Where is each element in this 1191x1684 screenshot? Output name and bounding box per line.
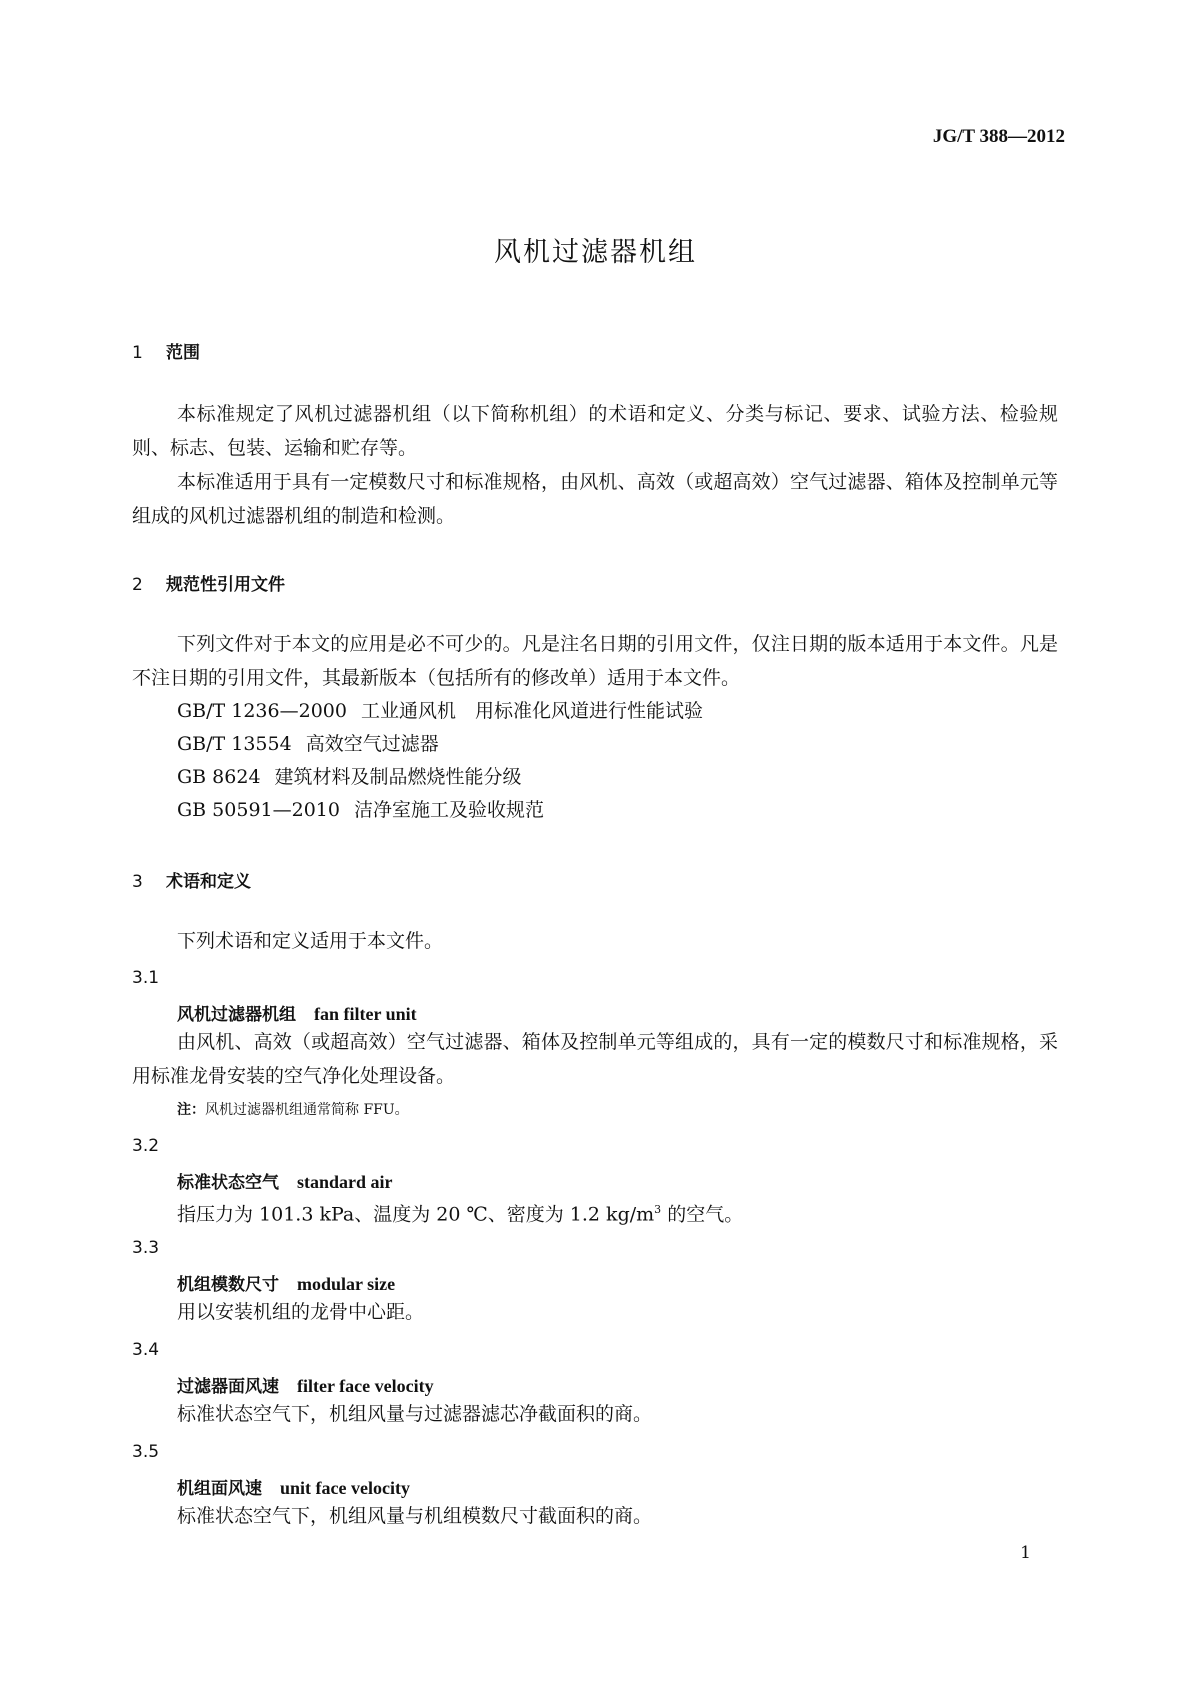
term-definition [132, 1499, 1058, 1533]
term-zh: 风机过滤器机组 [177, 1005, 296, 1025]
section-1-body [132, 397, 1058, 533]
term-definition [132, 1193, 1058, 1231]
term-heading [177, 1168, 393, 1193]
term-heading [177, 1474, 410, 1499]
clause-number: 3.4 [132, 1340, 160, 1360]
term-definition [132, 1295, 1058, 1329]
superscript: 3 [654, 1203, 662, 1216]
term-en: standard air [297, 1172, 393, 1192]
term-en: fan filter unit [314, 1004, 417, 1024]
reference-title: 洁净室施工及验收规范 [353, 799, 544, 821]
paragraph: 本标准适用于具有一定模数尺寸和标准规格，由风机、高效（或超高效）空气过滤器、箱体及控制单元等组成的风机过滤器机组的制造和检测。 [132, 471, 1058, 527]
section-3-intro [132, 924, 1058, 958]
term-en: filter face velocity [297, 1376, 434, 1396]
section-number: 2 [132, 575, 143, 595]
clause-number: 3.1 [132, 968, 160, 988]
term-zh: 过滤器面风速 [177, 1377, 279, 1397]
section-2-body [132, 627, 1058, 827]
definition-text: 由风机、高效（或超高效）空气过滤器、箱体及控制单元等组成的，具有一定的模数尺寸和标准规格，采用标准龙骨安装的空气净化处理设备。 [132, 1031, 1058, 1087]
definition-text [132, 1193, 1058, 1231]
section-2-heading [132, 570, 285, 595]
section-number: 3 [132, 872, 143, 892]
reference-code: GB/T 13554 [177, 733, 292, 755]
section-title: 规范性引用文件 [166, 575, 285, 595]
term-en: modular size [297, 1274, 396, 1294]
standard-number: JG/T 388—2012 [932, 126, 1065, 147]
section-3-heading [132, 867, 251, 892]
document-title: 风机过滤器机组 [494, 237, 697, 268]
section-1-heading [132, 338, 200, 363]
definition-text: 标准状态空气下，机组风量与机组模数尺寸截面积的商。 [177, 1505, 653, 1527]
term-zh: 机组面风速 [177, 1479, 262, 1499]
term-definition [132, 1397, 1058, 1431]
term-heading [177, 1000, 417, 1025]
reference-item [132, 761, 1058, 794]
reference-title: 工业通风机 用标准化风道进行性能试验 [360, 700, 703, 722]
reference-item [132, 695, 1058, 728]
term-note [177, 1099, 409, 1119]
term-zh: 机组模数尺寸 [177, 1275, 279, 1295]
reference-code: GB/T 1236—2000 [177, 700, 347, 722]
definition-text: 标准状态空气下，机组风量与过滤器滤芯净截面积的商。 [177, 1403, 653, 1425]
clause-number: 3.3 [132, 1238, 160, 1258]
reference-title: 高效空气过滤器 [305, 733, 439, 755]
term-heading [177, 1270, 395, 1295]
section-title: 术语和定义 [166, 872, 251, 892]
reference-code: GB 50591—2010 [177, 799, 340, 821]
clause-number: 3.5 [132, 1442, 160, 1462]
reference-item [132, 728, 1058, 761]
term-heading [177, 1372, 434, 1397]
definition-pre: 指压力为 101.3 kPa、温度为 20 ℃、密度为 1.2 kg/m [177, 1203, 655, 1226]
definition-post: 的空气。 [661, 1203, 744, 1226]
section-title: 范围 [166, 343, 200, 363]
definition-text: 用以安装机组的龙骨中心距。 [177, 1301, 425, 1323]
paragraph: 下列术语和定义适用于本文件。 [177, 930, 444, 952]
term-definition [132, 1025, 1058, 1093]
clause-number: 3.2 [132, 1136, 160, 1156]
reference-title: 建筑材料及制品燃烧性能分级 [274, 766, 522, 788]
note-label: 注： [177, 1102, 205, 1118]
term-zh: 标准状态空气 [177, 1173, 279, 1193]
term-en: unit face velocity [280, 1478, 410, 1498]
note-text: 风机过滤器机组通常简称 FFU。 [205, 1102, 409, 1118]
reference-item [132, 794, 1058, 827]
page-number: 1 [1020, 1543, 1031, 1563]
paragraph: 下列文件对于本文的应用是必不可少的。凡是注名日期的引用文件，仅注日期的版本适用于本文件。凡是不注日期的引用文件，其最新版本（包括所有的修改单）适用于本文件。 [132, 633, 1058, 689]
reference-code: GB 8624 [177, 766, 261, 788]
paragraph: 本标准规定了风机过滤器机组（以下简称机组）的术语和定义、分类与标记、要求、试验方法、检验规则、标志、包装、运输和贮存等。 [132, 403, 1058, 459]
section-number: 1 [132, 343, 143, 363]
